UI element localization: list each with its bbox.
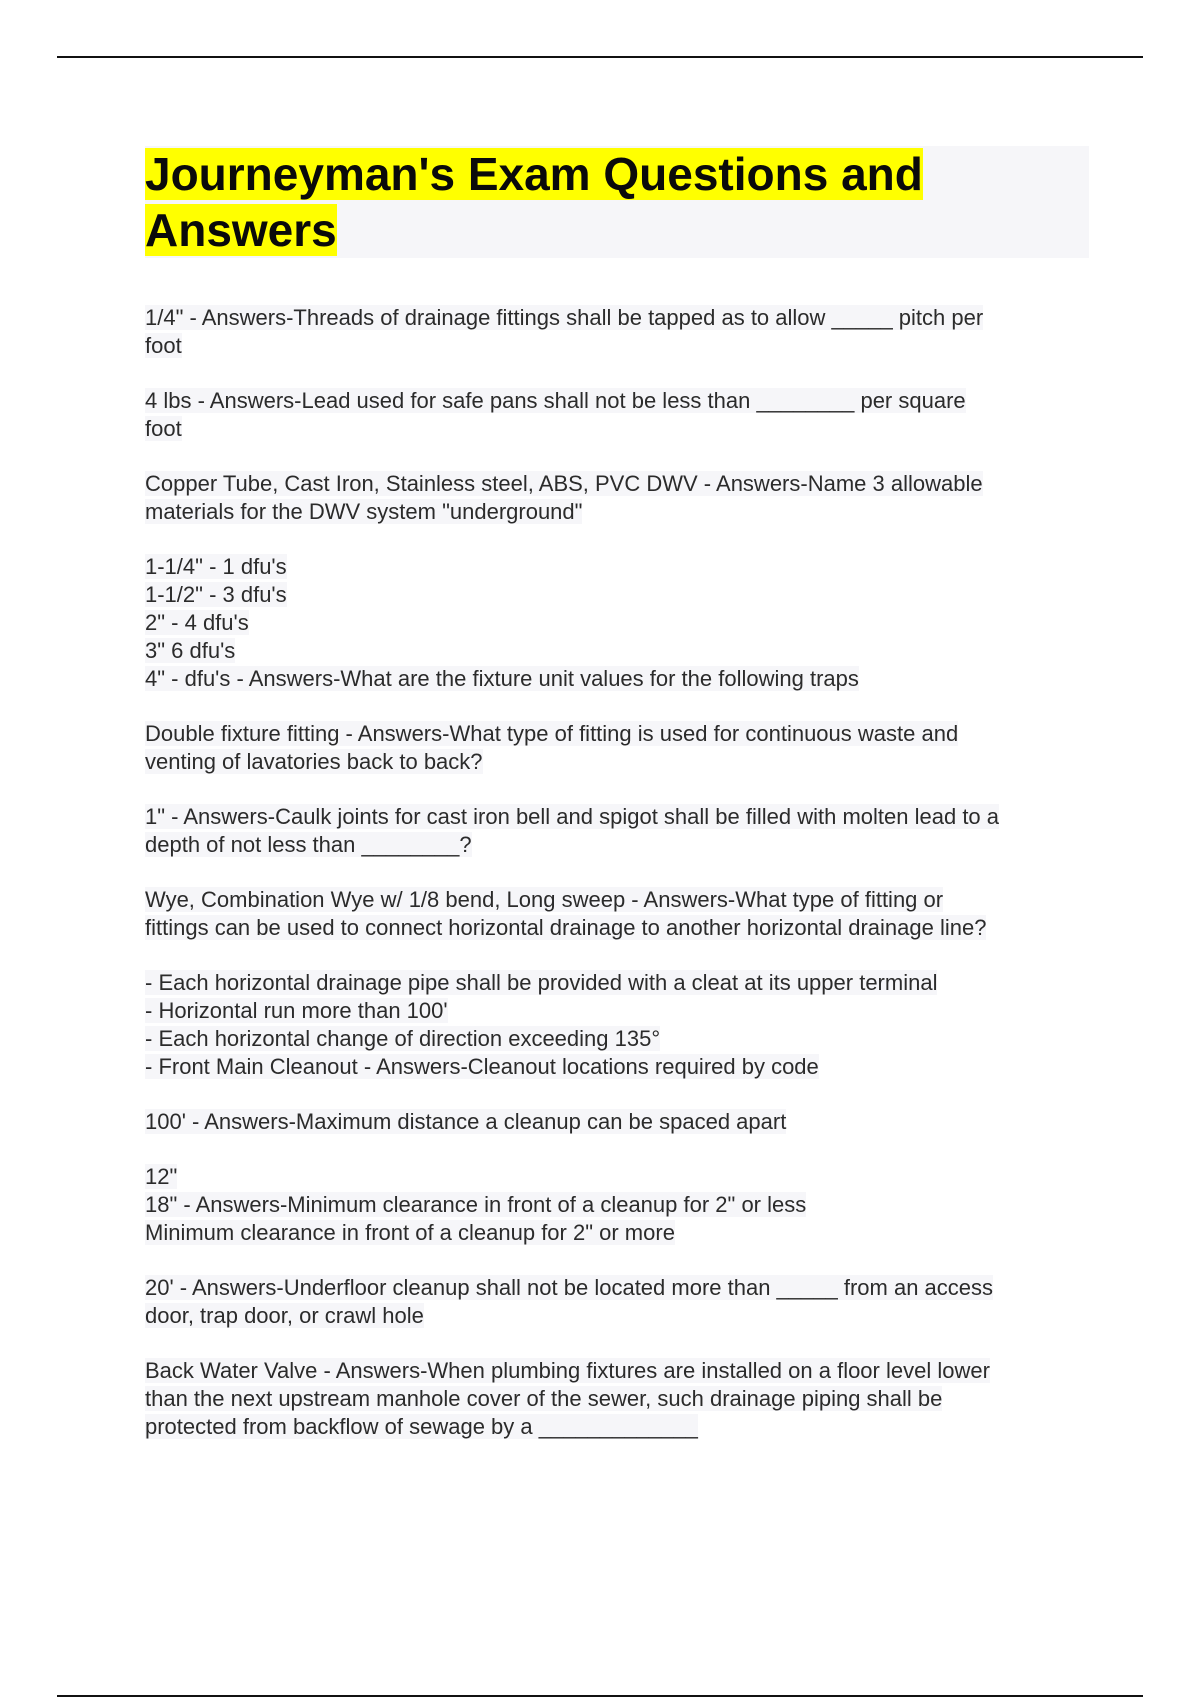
qa-line	[145, 304, 1089, 332]
qa-line	[145, 803, 1089, 831]
title-line-2: Answers	[145, 204, 337, 256]
qa-line-text: than the next upstream manhole cover of the sewer, such drainage piping shall be	[145, 1386, 943, 1411]
document-title	[145, 146, 1089, 258]
qa-item	[145, 1357, 1089, 1441]
qa-line-text: 2" - 4 dfu's	[145, 610, 249, 635]
title-box	[145, 146, 1089, 258]
qa-line-text: - Each horizontal change of direction exceeding 135°	[145, 1026, 661, 1051]
qa-line-text: Double fixture fitting - Answers-What type of fitting is used for continuous waste and	[145, 721, 959, 746]
qa-line-text: foot	[145, 333, 182, 358]
bottom-rule	[57, 1695, 1143, 1697]
qa-line	[145, 886, 1089, 914]
qa-line-text: - Horizontal run more than 100'	[145, 998, 448, 1023]
qa-line-text: Copper Tube, Cast Iron, Stainless steel, ABS, PVC DWV - Answers-Name 3 allowable	[145, 471, 983, 496]
qa-line	[145, 387, 1089, 415]
qa-line-text: 18" - Answers-Minimum clearance in front of a cleanup for 2" or less	[145, 1192, 807, 1217]
qa-line	[145, 1385, 1089, 1413]
qa-line	[145, 1108, 1089, 1136]
qa-line-text: Back Water Valve - Answers-When plumbing fixtures are installed on a floor level lower	[145, 1358, 990, 1383]
qa-item	[145, 1274, 1089, 1330]
qa-line-text: fittings can be used to connect horizontal drainage to another horizontal drainage line?	[145, 915, 987, 940]
qa-item	[145, 470, 1089, 526]
qa-line-text: Wye, Combination Wye w/ 1/8 bend, Long sweep - Answers-What type of fitting or	[145, 887, 944, 912]
qa-item	[145, 886, 1089, 942]
qa-item	[145, 969, 1089, 1081]
qa-line	[145, 581, 1089, 609]
qa-line-text: 100' - Answers-Maximum distance a cleanup can be spaced apart	[145, 1109, 787, 1134]
qa-line	[145, 1163, 1089, 1191]
qa-line-text: 1-1/4" - 1 dfu's	[145, 554, 287, 579]
qa-line-text: 20' - Answers-Underfloor cleanup shall not be located more than _____ from an access	[145, 1275, 994, 1300]
qa-line-text: materials for the DWV system "underground"	[145, 499, 583, 524]
qa-line-text: 1-1/2" - 3 dfu's	[145, 582, 287, 607]
qa-line	[145, 831, 1089, 859]
qa-item	[145, 304, 1089, 360]
qa-line	[145, 748, 1089, 776]
qa-line-text: venting of lavatories back to back?	[145, 749, 483, 774]
qa-line	[145, 415, 1089, 443]
qa-line	[145, 637, 1089, 665]
qa-line	[145, 1025, 1089, 1053]
title-line-1: Journeyman's Exam Questions and	[145, 148, 923, 200]
qa-line-text: foot	[145, 416, 182, 441]
qa-line	[145, 720, 1089, 748]
qa-line	[145, 1219, 1089, 1247]
qa-line-text: 4 lbs - Answers-Lead used for safe pans shall not be less than ________ per square	[145, 388, 966, 413]
qa-line	[145, 1274, 1089, 1302]
qa-line	[145, 1357, 1089, 1385]
qa-list	[145, 304, 1089, 1441]
qa-line-text: 4" - dfu's - Answers-What are the fixture unit values for the following traps	[145, 666, 859, 691]
qa-line	[145, 609, 1089, 637]
qa-item	[145, 720, 1089, 776]
qa-item	[145, 1163, 1089, 1247]
qa-line-text: depth of not less than ________?	[145, 832, 472, 857]
qa-line-text: protected from backflow of sewage by a _____________	[145, 1414, 698, 1439]
qa-line	[145, 969, 1089, 997]
qa-item	[145, 803, 1089, 859]
qa-line	[145, 1053, 1089, 1081]
qa-line	[145, 470, 1089, 498]
top-rule	[57, 56, 1143, 58]
qa-item	[145, 387, 1089, 443]
qa-line-text: 1" - Answers-Caulk joints for cast iron bell and spigot shall be filled with molten lead to a	[145, 804, 1000, 829]
qa-line	[145, 1413, 1089, 1441]
qa-line-text: - Front Main Cleanout - Answers-Cleanout locations required by code	[145, 1054, 819, 1079]
qa-line	[145, 1302, 1089, 1330]
qa-line-text: Minimum clearance in front of a cleanup for 2" or more	[145, 1220, 675, 1245]
qa-line-text: door, trap door, or crawl hole	[145, 1303, 424, 1328]
qa-line	[145, 665, 1089, 693]
qa-line	[145, 332, 1089, 360]
qa-line-text: 1/4" - Answers-Threads of drainage fittings shall be tapped as to allow _____ pitch per	[145, 305, 984, 330]
qa-item	[145, 553, 1089, 693]
qa-line	[145, 914, 1089, 942]
qa-line	[145, 1191, 1089, 1219]
qa-line	[145, 553, 1089, 581]
qa-line-text: - Each horizontal drainage pipe shall be provided with a cleat at its upper terminal	[145, 970, 938, 995]
document-content	[145, 146, 1089, 1468]
qa-item	[145, 1108, 1089, 1136]
qa-line-text: 12"	[145, 1164, 178, 1189]
qa-line	[145, 997, 1089, 1025]
qa-line	[145, 498, 1089, 526]
qa-line-text: 3" 6 dfu's	[145, 638, 236, 663]
